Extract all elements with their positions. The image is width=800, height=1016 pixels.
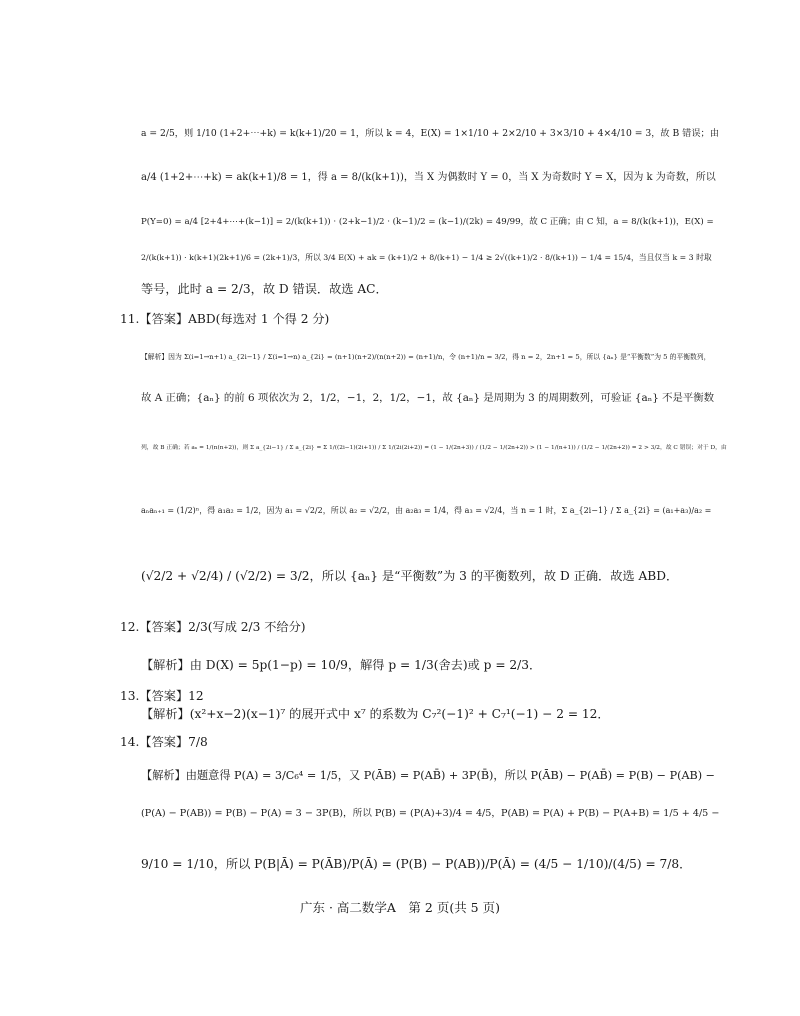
text-line-5: 等号，此时 a = 2/3，故 D 错误．故选 AC． (141, 282, 388, 296)
q12-answer: 12.【答案】2/3(写成 2/3 不给分) (120, 620, 306, 634)
q14-analysis-1: 【解析】由题意得 P(A) = 3/C₆⁴ = 1/5，又 P(ĀB) = P(AB̄) + 3P(B̄)，所以 P(ĀB) − P(AB̄) = P(B) − P(AB) − (141, 769, 716, 782)
q11-analysis-1: 【解析】因为 Σ(i=1→n+1) a_{2i−1} / Σ(i=1→n) a_{2i} = (n+1)(n+2)/(n(n+2)) = (n+1)/n，令 (n+1)/n = 3/2，得 n = 2，2n+1 = 5，所以 {aₙ} 是“平衡数”为 5 的平衡数列， (141, 353, 711, 361)
q13-analysis: 【解析】(x²+x−2)(x−1)⁷ 的展开式中 x⁷ 的系数为 C₇²(−1)² + C₇¹(−1) − 2 = 12． (141, 707, 610, 721)
text-line-2: a/4 (1+2+⋯+k) = ak(k+1)/8 = 1，得 a = 8/(k(k+1))，当 X 为偶数时 Y = 0，当 X 为奇数时 Y = X，因为 k 为奇数，所以 (141, 172, 716, 183)
q14-analysis-2: (P(A) − P(AB)) = P(B) − P(A) = 3 − 3P(B)，所以 P(B) = (P(A)+3)/4 = 4/5，P(AB) = P(A) + P(B) − P(A+B) = 1/5 + 4/5 − (141, 808, 720, 819)
text-line-1: a = 2/5，则 1/10 (1+2+⋯+k) = k(k+1)/20 = 1，所以 k = 4，E(X) = 1×1/10 + 2×2/10 + 3×3/10 + 4×4/10 = 3，故 B 错误；由 (141, 128, 719, 139)
page-footer: 广东 · 高二数学A 第 2 页(共 5 页) (299, 900, 500, 915)
q12-analysis: 【解析】由 D(X) = 5p(1−p) = 10/9，解得 p = 1/3(舍去)或 p = 2/3． (141, 658, 542, 672)
q11-answer: 11.【答案】ABD(每选对 1 个得 2 分) (120, 312, 330, 326)
q11-analysis-4: aₙaₙ₊₁ = (1/2)ⁿ，得 a₁a₂ = 1/2，因为 a₁ = √2/2，所以 a₂ = √2/2，由 a₂a₃ = 1/4，得 a₃ = √2/4，当 n = 1 时，Σ a_{2i−1} / Σ a_{2i} = (a₁+a₃)/a₂ = (141, 506, 712, 515)
q11-analysis-5: (√2/2 + √2/4) / (√2/2) = 3/2，所以 {aₙ} 是“平衡数”为 3 的平衡数列，故 D 正确．故选 ABD． (141, 569, 679, 583)
text-line-4: 2/(k(k+1)) · k(k+1)(2k+1)/6 = (2k+1)/3，所以 3/4 E(X) + ak = (k+1)/2 + 8/(k+1) − 1/4 ≥ 2√((k+1)/2 · 8/(k+1)) − 1/4 = 15/4，当且仅当 k = 3 时取 (141, 253, 712, 262)
text-line-3: P(Y=0) = a/4 [2+4+⋯+(k−1)] = 2/(k(k+1)) · (2+k−1)/2 · (k−1)/2 = (k−1)/(2k) = 49/99，故 C 正确；由 C 知，a = 8/(k(k+1))，E(X) = (141, 217, 714, 227)
q14-analysis-3: 9/10 = 1/10，所以 P(B|Ā) = P(ĀB)/P(Ā) = (P(B) − P(AB))/P(Ā) = (4/5 − 1/10)/(4/5) = 7/8． (141, 857, 692, 871)
q11-analysis-2: 故 A 正确；{aₙ} 的前 6 项依次为 2，1/2，−1，2，1/2，−1，故 {aₙ} 是周期为 3 的周期数列，可验证 {aₙ} 不是平衡数 (141, 392, 715, 404)
q11-analysis-3: 列，故 B 正确；若 aₙ = 1/(n(n+2))，则 Σ a_{2i−1} / Σ a_{2i} = Σ 1/((2i−1)(2i+1)) / Σ 1/(2i(2i+2)) = (1 − 1/(2n+3)) / (1/2 − 1/(2n+2)) > (1 − 1/(n+1)) / (1/2 − 1/(2n+2)) = 2 > 3/2，故 C 错误；对于 D，由 (141, 445, 727, 451)
q13-answer: 13.【答案】12 (120, 689, 204, 703)
q14-answer: 14.【答案】7/8 (120, 735, 208, 749)
